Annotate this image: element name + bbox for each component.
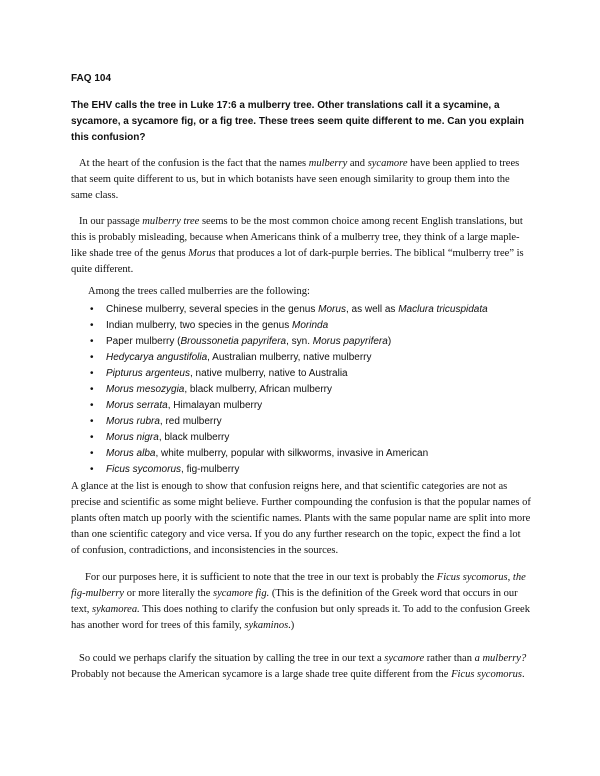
bullet-icon: • — [90, 352, 94, 363]
p5-italic-3: Ficus sycomorus — [451, 669, 522, 680]
list-item-text: , syn. — [286, 336, 313, 347]
p2-text-3: that produces a lot of dark-purple berries. The biblical “mulberry tree” is quite different. — [71, 248, 524, 275]
bullet-icon: • — [90, 432, 94, 443]
list-item — [90, 462, 530, 478]
p4-text-4: (This is the definition of the Greek word that occurs in our text, — [71, 588, 518, 615]
list-item-text: , fig-mulberry — [181, 464, 240, 475]
p5-text-4: . — [521, 669, 525, 680]
p4-italic-4: sykamorea. — [92, 604, 140, 615]
faq-number: FAQ 104 — [71, 73, 112, 84]
list-item — [90, 430, 530, 446]
list-item-text: , black mulberry, African mulberry — [184, 384, 332, 395]
p4-text-6: .) — [288, 620, 295, 631]
bullet-icon: • — [90, 416, 94, 427]
p4-text-3: or more literally the — [124, 588, 214, 599]
list-item-italic: Morus rubra — [106, 416, 160, 427]
list-item-text: , Australian mulberry, native mulberry — [207, 352, 372, 363]
p2-text-1: In our passage — [79, 216, 143, 227]
p5-text-3: Probably not because the American sycamore is a large shade tree quite different from the — [71, 669, 452, 680]
list-item-italic: Hedycarya angustifolia — [106, 352, 208, 363]
bullet-icon: • — [90, 304, 94, 315]
list-item-italic: Morus papyrifera — [312, 336, 388, 347]
p4-text-1: For our purposes here, it is sufficient to note that the tree in our text is probably the — [85, 572, 437, 583]
p2-italic-2: Morus — [188, 248, 216, 259]
list-item-text: , red mulberry — [159, 416, 222, 427]
p3-text: A glance at the list is enough to show that confusion reigns here, and that scientific categories are not as precise and scientific as some might believe. Further compounding the confusion is that the popular names of plants often match up poorly with the scientific names. Plants with the same popular name are split into more than one scientific category and vice versa. If you do any further research on the topic, expect the find a lot of confusion, contradictions, and inconsistencies in the sources. — [71, 481, 531, 556]
list-intro: Among the trees called mulberries are the following: — [88, 286, 310, 297]
list-item-italic: Broussonetia papyrifera — [180, 336, 287, 347]
p4-text-5: This does nothing to clarify the confusion but only spreads it. To add to the confusion Greek has another word for trees of this family, — [71, 604, 530, 631]
bullet-icon: • — [90, 448, 94, 459]
list-item-italic: Morinda — [292, 320, 329, 331]
p1-italic-2: sycamore — [367, 158, 408, 169]
p4-italic-3: sycamore fig. — [213, 588, 270, 599]
list-item — [90, 366, 530, 382]
paragraph-5 — [71, 651, 531, 683]
list-item-text: , black mulberry — [158, 432, 230, 443]
list-item — [90, 398, 530, 414]
list-item-italic: Ficus sycomorus — [106, 464, 182, 475]
list-item — [90, 414, 530, 430]
p4-text-2: , — [507, 572, 513, 583]
list-item — [90, 382, 530, 398]
list-item-text: Chinese mulberry, several species in the genus — [106, 304, 319, 315]
p5-text-2: rather than — [424, 653, 475, 664]
question-heading: The EHV calls the tree in Luke 17:6 a mulberry tree. Other translations call it a sycamine, a sycamore, a sycamore fig, or a fig tree. These trees seem quite different to me. Can you explain this confusion? — [71, 100, 524, 143]
list-item-italic: Morus serrata — [106, 400, 168, 411]
p5-italic-1: sycamore — [384, 653, 425, 664]
p2-italic-1: mulberry tree — [142, 216, 200, 227]
p1-text-2: and — [347, 158, 368, 169]
p4-italic-5: sykaminos — [244, 620, 289, 631]
bullet-icon: • — [90, 368, 94, 379]
p1-text-1: At the heart of the confusion is the fact that the names — [79, 158, 309, 169]
bullet-icon: • — [90, 320, 94, 331]
list-item-italic: Morus mesozygia — [106, 384, 185, 395]
list-item — [90, 446, 530, 462]
list-item — [90, 334, 530, 350]
p1-text-3: have been applied to trees that seem quite different to us, but in which botanists have seen enough similarity to group them into the same class. — [71, 158, 520, 201]
list-item — [90, 350, 530, 366]
list-item-text: Indian mulberry, two species in the genus — [106, 320, 293, 331]
paragraph-4 — [71, 570, 531, 634]
bullet-icon: • — [90, 400, 94, 411]
bullet-icon: • — [90, 464, 94, 475]
list-item-italic: Pipturus argenteus — [106, 368, 190, 379]
paragraph-3 — [71, 479, 531, 559]
list-item-text: , Himalayan mulberry — [167, 400, 263, 411]
p5-italic-2: a mulberry? — [474, 653, 527, 664]
paragraph-2 — [71, 214, 531, 278]
list-item-text: Paper mulberry ( — [106, 336, 181, 347]
list-item-italic: Morus alba — [106, 448, 156, 459]
p2-text-2: seems to be the most common choice among recent English translations, but this is probably misleading, because when Americans think of a mulberry tree, they think of a large maple-like shade tree of the genus — [71, 216, 523, 259]
list-item-italic: Morus — [318, 304, 346, 315]
bullet-icon: • — [90, 336, 94, 347]
list-item — [90, 318, 530, 334]
p5-text-1: So could we perhaps clarify the situation by calling the tree in our text a — [79, 653, 385, 664]
list-item-text: , as well as — [345, 304, 399, 315]
list-item — [90, 302, 530, 318]
list-item-italic: Morus nigra — [106, 432, 159, 443]
p4-italic-2: the fig-mulberry — [71, 572, 526, 599]
list-item-text: , white mulberry, popular with silkworms, invasive in American — [155, 448, 429, 459]
list-item-text: ) — [387, 336, 392, 347]
list-item-text: , native mulberry, native to Australia — [189, 368, 348, 379]
p1-italic-1: mulberry — [308, 158, 348, 169]
bullet-icon: • — [90, 384, 94, 395]
list-item-italic: Maclura tricuspidata — [398, 304, 488, 315]
paragraph-1 — [71, 156, 531, 204]
mulberry-list — [90, 302, 530, 478]
p4-italic-1: Ficus sycomorus — [436, 572, 508, 583]
